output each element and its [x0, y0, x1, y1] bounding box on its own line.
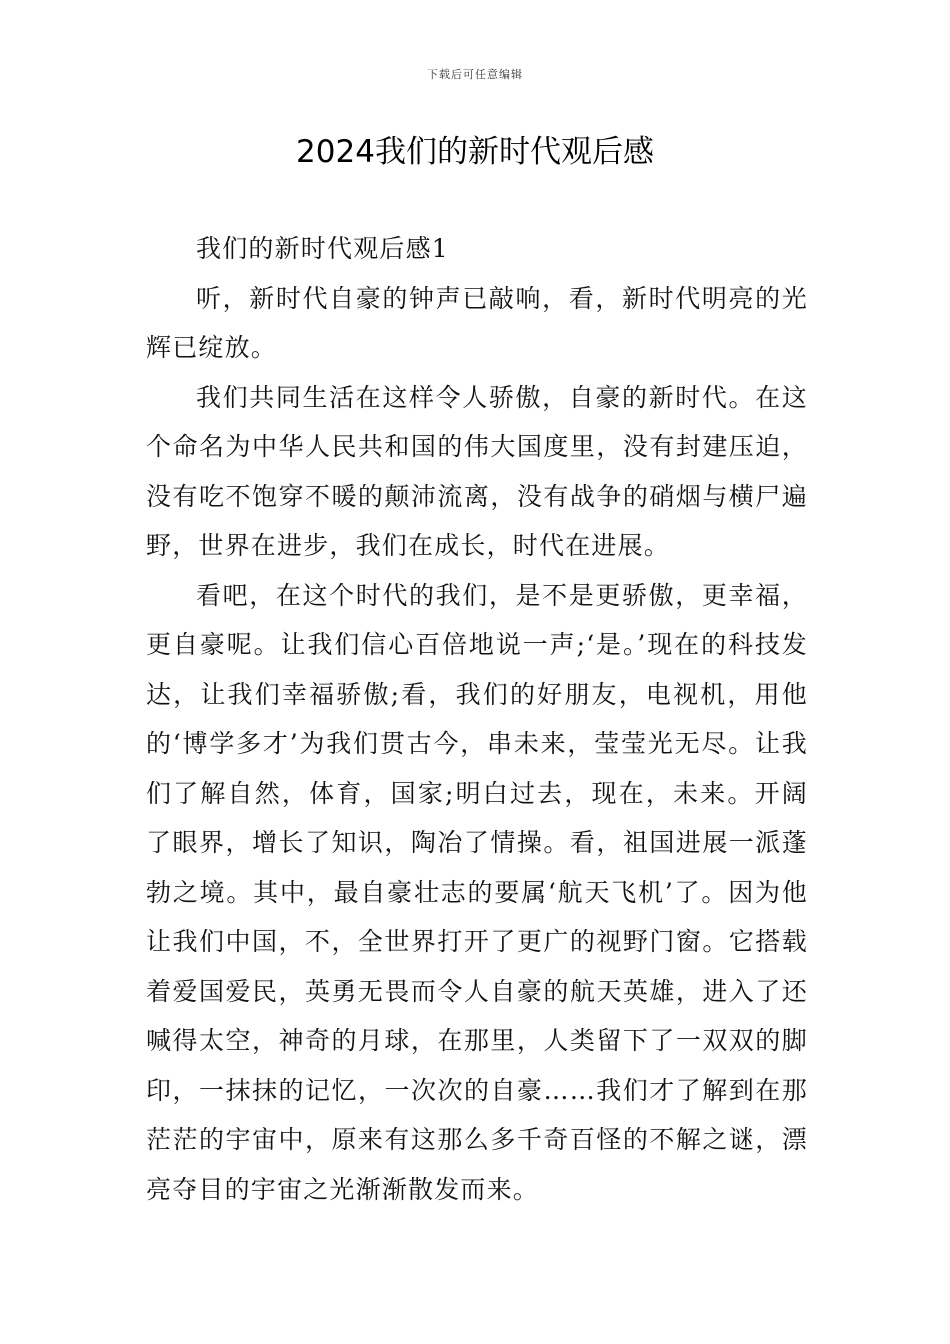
document-title: 2024我们的新时代观后感 — [296, 134, 654, 170]
page-header-note: 下载后可任意编辑 — [427, 68, 523, 81]
section-heading: 我们的新时代观后感1 — [196, 234, 449, 263]
document-body — [146, 224, 808, 1214]
paragraph: 我们共同生活在这样令人骄傲，自豪的新时代。在这个命名为中华人民共和国的伟大国度里，没有封建压迫，没有吃不饱穿不暖的颠沛流离，没有战争的硝烟与横尸遍野，世界在进步，我们在成长，时代在进展。 — [146, 382, 808, 560]
paragraph: 看吧，在这个时代的我们，是不是更骄傲，更幸福，更自豪呢。让我们信心百倍地说一声;‘是。’现在的科技发达，让我们幸福骄傲;看，我们的好朋友，电视机，用他的‘博学多才’为我们贯古今，串未来，莹莹光无尽。让我们了解自然，体育，国家;明白过去，现在，未来。开阔了眼界，增长了知识，陶冶了情操。看，祖国进展一派蓬勃之境。其中，最自豪壮志的要属‘航天飞机’了。因为他让我们中国，不，全世界打开了更广的视野门窗。它搭载着爱国爱民，英勇无畏而令人自豪的航天英雄，进入了还喊得太空，神奇的月球，在那里，人类留下了一双双的脚印，一抹抹的记忆，一次次的自豪……我们才了解到在那茫茫的宇宙中，原来有这那么多千奇百怪的不解之谜，漂亮夺目的宇宙之光渐渐散发而来。 — [146, 580, 808, 1204]
paragraph: 听，新时代自豪的钟声已敲响，看，新时代明亮的光辉已绽放。 — [146, 283, 808, 362]
